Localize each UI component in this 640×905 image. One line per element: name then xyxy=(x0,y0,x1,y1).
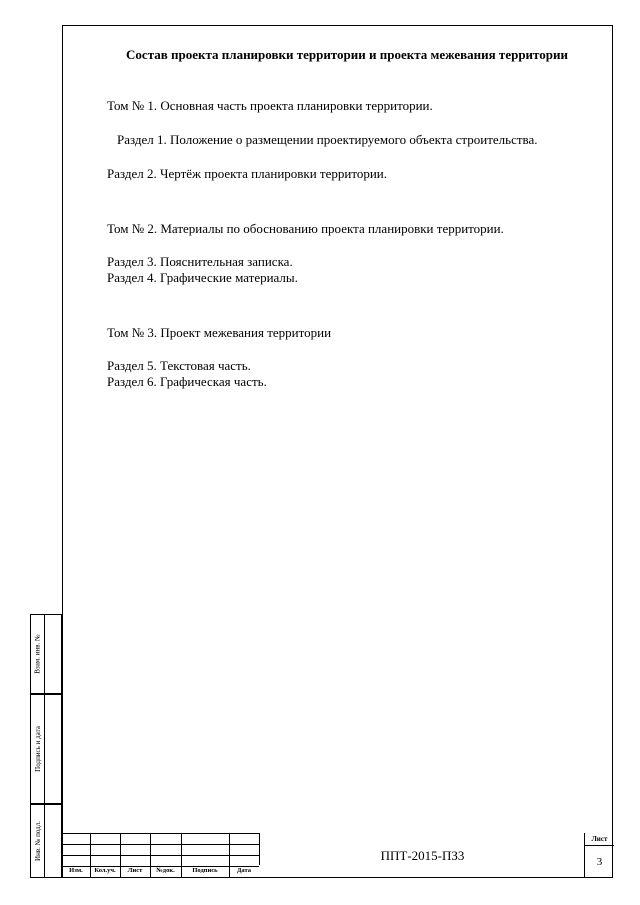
volume-3-section-5: Раздел 5. Текстовая часть. xyxy=(107,358,251,373)
volume-2-section-3: Раздел 3. Пояснительная записка. xyxy=(107,254,293,269)
title-block xyxy=(62,833,613,878)
stamp-inv-vzam xyxy=(30,614,62,694)
col-ndok: №док. xyxy=(156,867,175,874)
volume-3-section-6: Раздел 6. Графическая часть. xyxy=(107,374,267,389)
stamp-sign-date xyxy=(30,694,62,804)
sheet-box xyxy=(584,833,613,878)
page-frame xyxy=(62,25,613,878)
document-title: Состав проекта планировки территории и проекта межевания территории xyxy=(126,47,568,62)
sheet-label: Лист xyxy=(591,835,608,843)
sheet-number: 3 xyxy=(596,856,603,868)
stamp-inv-podl-label: Инв. № подл. xyxy=(34,821,43,861)
col-izm: Изм. xyxy=(69,867,83,874)
title-block-grid xyxy=(62,833,259,878)
col-list: Лист xyxy=(127,867,143,874)
stamp-inv-vzam-label: Взам. инв. № xyxy=(34,634,43,674)
volume-1-section-1-text: Раздел 1. Положение о размещении проектируемого объекта строительства. xyxy=(117,132,538,147)
volume-2-section-4: Раздел 4. Графические материалы. xyxy=(107,270,298,285)
volume-1-heading: Том № 1. Основная часть проекта планировки территории. xyxy=(107,98,433,113)
volume-3-heading: Том № 3. Проект межевания территории xyxy=(107,325,332,340)
volume-2-heading: Том № 2. Материалы по обоснованию проекта планировки территории. xyxy=(107,221,504,236)
volume-1-section-1 xyxy=(72,132,593,148)
col-podpis: Подпись xyxy=(192,867,218,874)
col-data: Дата xyxy=(236,867,252,874)
stamp-sign-date-label: Подпись и дата xyxy=(34,726,43,772)
volume-1-section-2: Раздел 2. Чертёж проекта планировки территории. xyxy=(107,166,388,181)
col-kol-uch: Кол.уч. xyxy=(94,867,116,874)
document-code: ППТ-2015-ПЗ3 xyxy=(259,833,585,865)
stamp-inv-podl xyxy=(30,804,62,878)
